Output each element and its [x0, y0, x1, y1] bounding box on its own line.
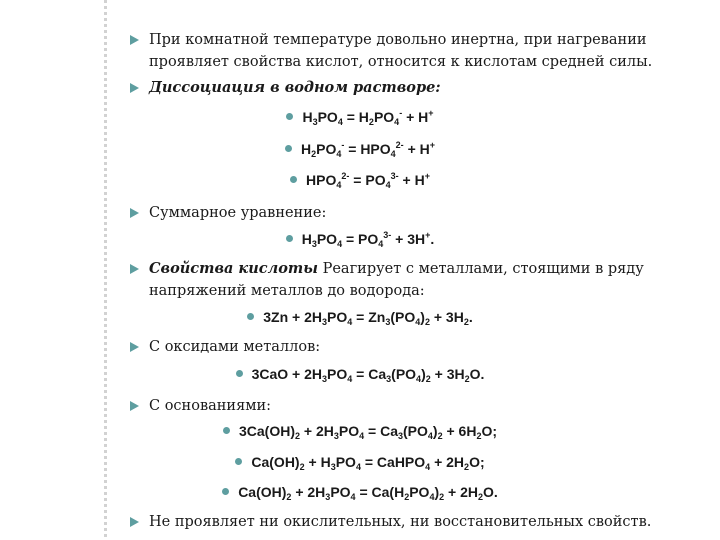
dot-bullet-icon	[222, 488, 229, 495]
equation-base-1	[0, 421, 720, 441]
equation-summary	[0, 229, 720, 249]
equation-formula: $Ca(OH)_2 + H_3PO_4$ = CaHPO$_4$ + $2H_2O$;	[251, 454, 485, 472]
triangle-bullet-icon	[130, 517, 139, 527]
dot-bullet-icon	[247, 313, 254, 320]
dot-bullet-icon	[290, 176, 297, 183]
bullet-text: Суммарное уравнение:	[149, 205, 327, 221]
bullet-no-redox	[130, 511, 670, 533]
bullet-emphasis: Свойства кислоты	[149, 260, 318, 277]
equation-formula: $H_2PO_4^- = HPO_4^{2-} + H^+$	[300, 140, 436, 159]
triangle-bullet-icon	[130, 264, 139, 274]
equation-zinc	[0, 307, 720, 327]
dot-bullet-icon	[286, 113, 293, 120]
bullet-inertness	[130, 29, 670, 73]
dot-bullet-icon	[286, 235, 293, 242]
dot-bullet-icon	[223, 427, 230, 434]
equation-dissociation-2	[0, 139, 720, 159]
triangle-bullet-icon	[130, 342, 139, 352]
equation-formula: $H_3PO_4 = PO_4^{3-} + 3H^+$.	[301, 230, 435, 249]
bullet-rest: Реагирует с металлами, стоящими в ряду напряжений металлов до водорода:	[149, 261, 644, 299]
equation-formula: $3Ca(OH)_2 + 2H_3PO_4 = Ca_3(PO_4)_2 + 6H_2O$;	[238, 423, 498, 441]
bullet-dissociation	[130, 77, 670, 99]
equation-formula: $H_3PO_4 = H_2PO_4^- + H^+$	[302, 108, 434, 127]
bullet-acid-properties	[130, 258, 670, 302]
triangle-bullet-icon	[130, 83, 139, 93]
triangle-bullet-icon	[130, 35, 139, 45]
equation-calcium-oxide	[0, 364, 720, 384]
dot-bullet-icon	[285, 145, 292, 152]
bullet-text: Диссоциация в водном растворе:	[149, 79, 441, 96]
equation-base-3	[0, 482, 720, 502]
equation-formula: $HPO_4^{2-} = PO_4^{3-} + H^+$	[306, 171, 430, 190]
triangle-bullet-icon	[130, 208, 139, 218]
bullet-metal-oxides	[130, 336, 670, 358]
dot-bullet-icon	[236, 370, 243, 377]
bullet-text: С основаниями:	[149, 398, 272, 414]
bullet-text: При комнатной температуре довольно инертна, при нагревании проявляет свойства кислот, относится к кислотам средней силы.	[149, 32, 653, 70]
bullet-bases	[130, 395, 670, 417]
equation-base-2	[0, 452, 720, 472]
triangle-bullet-icon	[130, 401, 139, 411]
bullet-summary	[130, 202, 670, 224]
equation-dissociation-1	[0, 107, 720, 127]
bullet-text: Не проявляет ни окислительных, ни восстановительных свойств.	[149, 514, 652, 530]
equation-formula: $Ca(OH)_2 + 2H_3PO_4 = Ca(H_2PO_4)_2 + 2H_2O$.	[238, 484, 498, 502]
bullet-text: С оксидами металлов:	[149, 339, 321, 355]
equation-dissociation-3	[0, 170, 720, 190]
equation-formula: $3Zn + 2H_3PO_4 = Zn_3(PO_4)_2 + 3H_2$.	[263, 309, 473, 327]
bullet-text	[130, 258, 670, 302]
dot-bullet-icon	[235, 458, 242, 465]
equation-formula: $3CaO + 2H_3PO_4 = Ca_3(PO_4)_2 + 3H_2O$.	[251, 366, 485, 384]
